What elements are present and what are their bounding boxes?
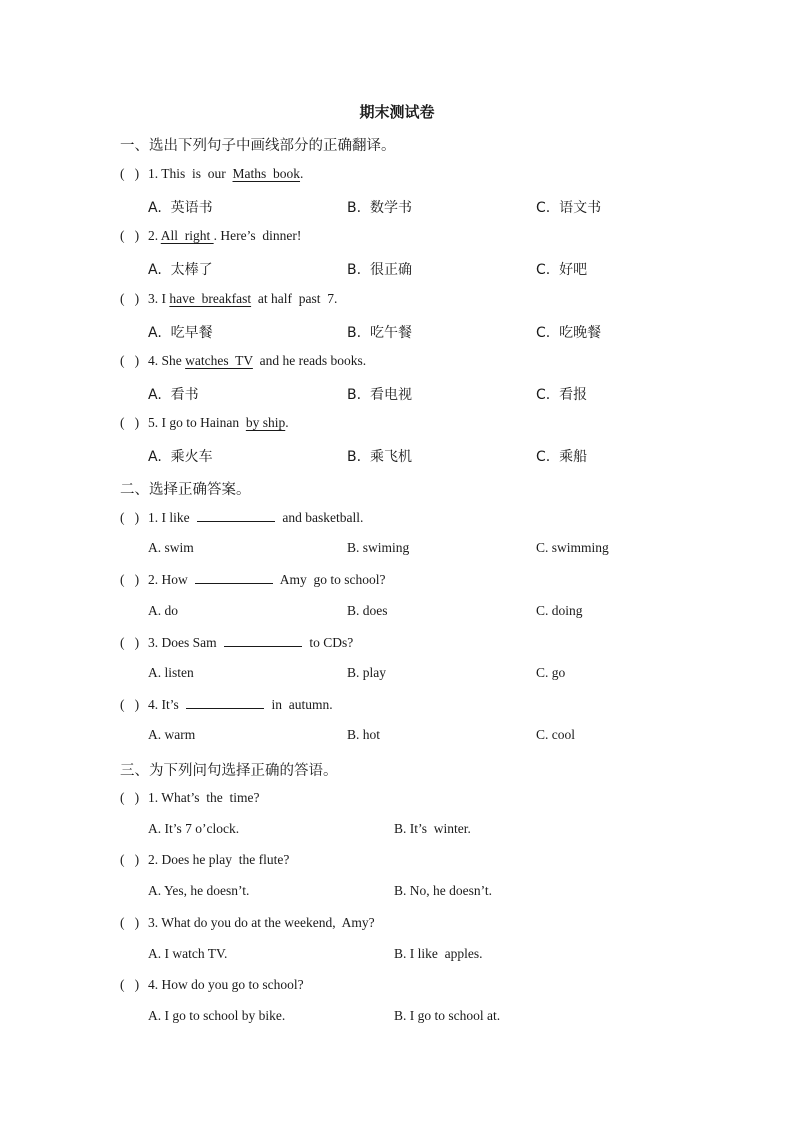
s1-question-1 <box>120 166 303 182</box>
s2-question-4 <box>120 696 333 713</box>
question-text: . <box>285 415 289 430</box>
question-text: Amy go to school? <box>277 572 386 587</box>
s1-q3-option-c: C. 吃晚餐 <box>536 325 602 341</box>
question-text: to CDs? <box>306 635 354 650</box>
s2-q2-option-a: A. do <box>148 603 178 618</box>
s3-q2-option-a: A. Yes, he doesn’t. <box>148 883 250 898</box>
question-text: and basketball. <box>279 510 364 525</box>
question-text: 5. I go to Hainan <box>148 415 246 430</box>
underlined-phrase: have breakfast <box>169 291 252 306</box>
question-text: 4. She <box>148 353 186 368</box>
s2-q3-option-a: A. listen <box>148 665 194 680</box>
answer-paren[interactable]: ( ) <box>120 166 140 181</box>
question-text: 2. <box>148 228 161 243</box>
s2-q3-option-b: B. play <box>347 665 386 680</box>
section-1-heading: 一、选出下列句子中画线部分的正确翻译。 <box>120 138 396 154</box>
s2-q1-option-c: C. swimming <box>536 540 609 555</box>
s1-q5-option-c: C. 乘船 <box>536 449 588 465</box>
question-text: at half past 7. <box>251 291 338 306</box>
s1-question-4 <box>120 353 366 369</box>
s3-question-1 <box>120 790 259 806</box>
section-2-heading: 二、选择正确答案。 <box>120 482 251 498</box>
answer-paren[interactable]: ( ) <box>120 635 140 650</box>
s3-q4-option-a: A. I go to school by bike. <box>148 1008 286 1023</box>
s1-q2-option-a: A. 太棒了 <box>148 262 213 278</box>
s1-question-3 <box>120 291 337 307</box>
question-text: . Here’s dinner! <box>213 228 302 243</box>
s1-q2-option-b: B. 很正确 <box>347 262 412 278</box>
question-text: 3. Does Sam <box>148 635 220 650</box>
s1-q5-option-a: A. 乘火车 <box>148 449 213 465</box>
question-text: in autumn. <box>268 697 333 712</box>
question-text: 1. This is our <box>148 166 233 181</box>
s2-q4-option-b: B. hot <box>347 727 381 742</box>
question-text: 4. It’s <box>148 697 183 712</box>
s3-q2-option-b: B. No, he doesn’t. <box>394 883 492 898</box>
s2-q3-option-c: C. go <box>536 665 566 680</box>
fill-in-blank[interactable] <box>186 696 264 709</box>
section-3-heading: 三、为下列问句选择正确的答语。 <box>120 763 338 779</box>
answer-paren[interactable]: ( ) <box>120 977 140 992</box>
s2-question-2 <box>120 571 386 588</box>
page-title: 期末测试卷 <box>359 103 435 121</box>
s1-q1-option-c: C. 语文书 <box>536 200 602 216</box>
question-text: 2. Does he play the flute? <box>148 852 290 867</box>
s1-q5-option-b: B. 乘飞机 <box>347 449 412 465</box>
s1-question-5 <box>120 415 289 431</box>
s1-question-2 <box>120 228 301 244</box>
s1-q1-option-b: B. 数学书 <box>347 200 412 216</box>
s3-q3-option-b: B. I like apples. <box>394 946 483 961</box>
s2-q2-option-b: B. does <box>347 603 388 618</box>
underlined-phrase: watches TV <box>185 353 253 368</box>
question-text: 3. What do you do at the weekend, Amy? <box>148 915 375 930</box>
s2-q4-option-c: C. cool <box>536 727 575 742</box>
question-text: 4. How do you go to school? <box>148 977 304 992</box>
underlined-phrase: All right <box>160 228 214 243</box>
fill-in-blank[interactable] <box>224 634 302 647</box>
s1-q3-option-b: B. 吃午餐 <box>347 325 412 341</box>
s3-question-4 <box>120 977 304 993</box>
underlined-phrase: Maths book <box>232 166 301 181</box>
question-text: . <box>300 166 304 181</box>
question-text: 1. I like <box>148 510 193 525</box>
s2-q4-option-a: A. warm <box>148 727 196 742</box>
answer-paren[interactable]: ( ) <box>120 415 140 430</box>
s1-q4-option-a: A. 看书 <box>148 387 199 403</box>
fill-in-blank[interactable] <box>197 509 275 522</box>
s2-q1-option-b: B. swiming <box>347 540 410 555</box>
answer-paren[interactable]: ( ) <box>120 915 140 930</box>
s3-q1-option-a: A. It’s 7 o’clock. <box>148 821 240 836</box>
answer-paren[interactable]: ( ) <box>120 510 140 525</box>
question-text: 3. I <box>148 291 170 306</box>
s2-q1-option-a: A. swim <box>148 540 194 555</box>
answer-paren[interactable]: ( ) <box>120 697 140 712</box>
answer-paren[interactable]: ( ) <box>120 228 140 243</box>
question-text: 1. What’s the time? <box>148 790 260 805</box>
question-text: 2. How <box>148 572 192 587</box>
s3-question-2 <box>120 852 289 868</box>
underlined-phrase: by ship <box>245 415 286 430</box>
question-text: and he reads books. <box>252 353 367 368</box>
answer-paren[interactable]: ( ) <box>120 291 140 306</box>
answer-paren[interactable]: ( ) <box>120 852 140 867</box>
answer-paren[interactable]: ( ) <box>120 790 140 805</box>
s3-q4-option-b: B. I go to school at. <box>394 1008 501 1023</box>
answer-paren[interactable]: ( ) <box>120 572 140 587</box>
s1-q4-option-b: B. 看电视 <box>347 387 412 403</box>
s1-q2-option-c: C. 好吧 <box>536 262 588 278</box>
s1-q1-option-a: A. 英语书 <box>148 200 213 216</box>
s1-q4-option-c: C. 看报 <box>536 387 588 403</box>
fill-in-blank[interactable] <box>195 571 273 584</box>
answer-paren[interactable]: ( ) <box>120 353 140 368</box>
s2-question-1 <box>120 509 363 526</box>
s2-question-3 <box>120 634 353 651</box>
s3-question-3 <box>120 915 375 931</box>
s1-q3-option-a: A. 吃早餐 <box>148 325 213 341</box>
s3-q3-option-a: A. I watch TV. <box>148 946 228 961</box>
s2-q2-option-c: C. doing <box>536 603 583 618</box>
s3-q1-option-b: B. It’s winter. <box>394 821 471 836</box>
